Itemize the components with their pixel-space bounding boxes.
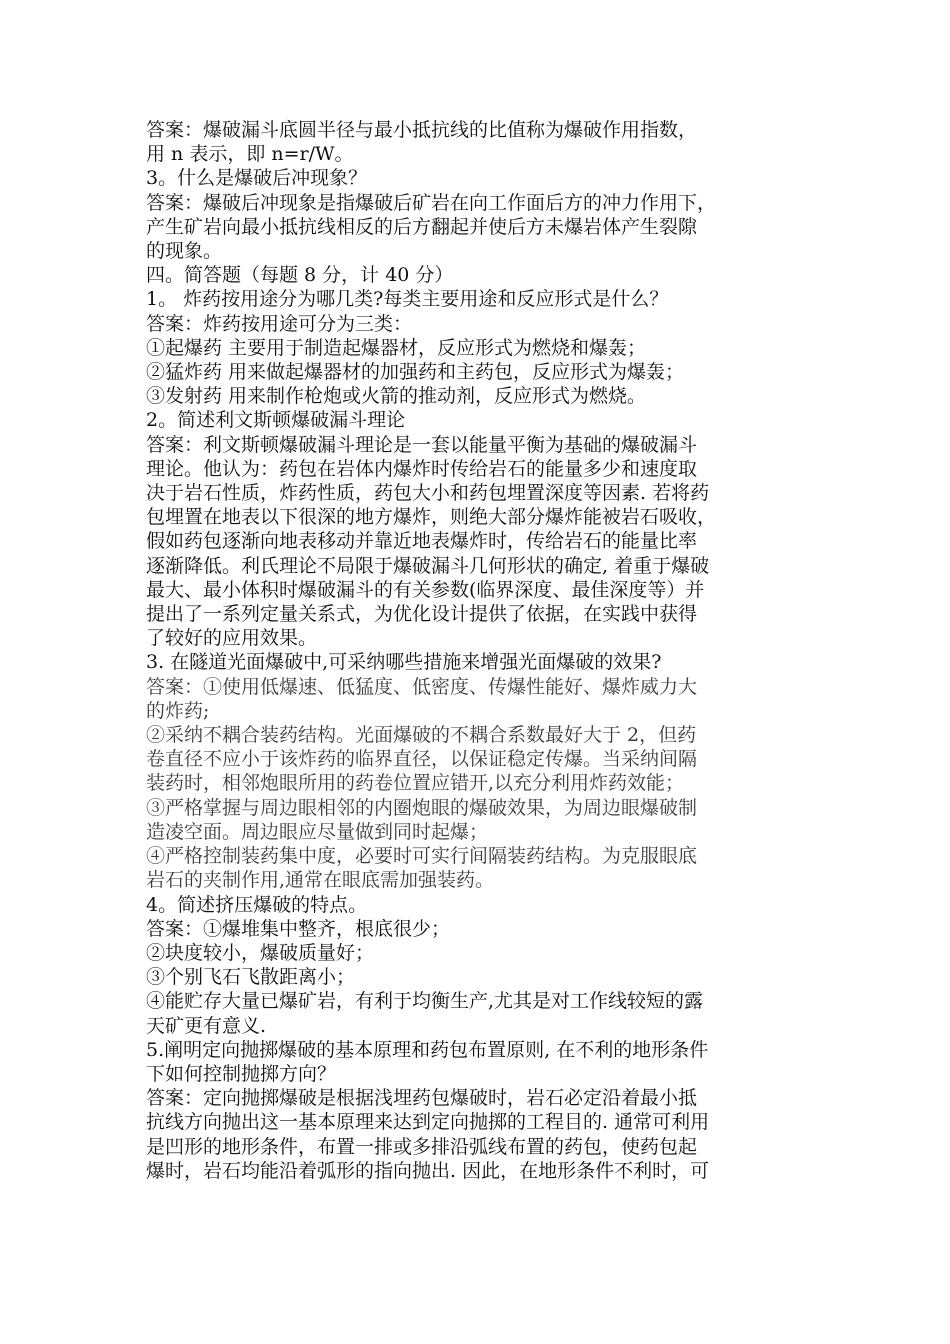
text-line: 答案：爆破后冲现象是指爆破后矿岩在向工作面后方的冲力作用下，: [146, 191, 717, 214]
text-line: 卷直径不应小于该炸药的临界直径，以保证稳定传爆。当采纳间隔: [146, 748, 698, 771]
text-line: ④严格控制装药集中度，必要时可实行间隔装药结构。为克服眼底: [146, 845, 698, 868]
question-line: 下如何控制抛掷方向？: [146, 1062, 337, 1085]
text-line: 是凹形的地形条件，布置一排或多排沿弧线布置的药包，使药包起: [146, 1135, 698, 1158]
text-line: 造凌空面。周边眼应尽量做到同时起爆；: [146, 820, 489, 843]
text-line: 答案：炸药按用途可分为三类：: [146, 312, 413, 335]
text-line: 提出了一系列定量关系式，为优化设计提供了依据，在实践中获得: [146, 603, 698, 626]
text-line: ③发射药 用来制作枪炮或火箭的推动剂，反应形式为燃烧。: [146, 385, 647, 408]
document-body: [146, 118, 826, 1183]
text-line: 逐渐降低。利氏理论不局限于爆破漏斗几何形状的确定, 着重于爆破: [146, 554, 710, 577]
text-line: 答案：爆破漏斗底圆半径与最小抵抗线的比值称为爆破作用指数，: [146, 119, 698, 141]
text-line: 3。什么是爆破后冲现象？: [146, 167, 368, 190]
text-line: 产生矿岩向最小抵抗线相反的后方翻起并使后方未爆岩体产生裂隙: [146, 215, 698, 238]
text-line: ②采纳不耦合装药结构。光面爆破的不耦合系数最好大于 2，但药: [146, 724, 697, 747]
text-line: 岩石的夹制作用,通常在眼底需加强装药。: [146, 869, 495, 892]
text-line: 的现象。: [146, 240, 223, 263]
text-line: ③严格掌握与周边眼相邻的内圈炮眼的爆破效果，为周边眼爆破制: [146, 796, 698, 819]
text-line: ④能贮存大量已爆矿岩，有利于均衡生产,尤其是对工作线较短的露: [146, 990, 704, 1013]
text-line: ②块度较小，爆破质量好；: [146, 941, 375, 964]
text-line: ②猛炸药 用来做起爆器材的加强药和主药包，反应形式为爆轰；: [146, 361, 685, 384]
text-line: 决于岩石性质，炸药性质，药包大小和药包埋置深度等因素. 若将药: [146, 482, 710, 505]
text-line: ①起爆药 主要用于制造起爆器材，反应形式为燃烧和爆轰；: [146, 336, 647, 359]
text-line: 抗线方向抛出这一基本原理来达到定向抛掷的工程目的. 通常可利用: [146, 1111, 710, 1134]
text-line: 最大、最小体积时爆破漏斗的有关参数(临界深度、最佳深度等）并: [146, 578, 705, 601]
text-line: 包埋置在地表以下很深的地方爆炸，则绝大部分爆炸能被岩石吸收，: [146, 506, 717, 529]
text-line: 的炸药;: [146, 699, 210, 722]
text-line: 理论。他认为：药包在岩体内爆炸时传给岩石的能量多少和速度取: [146, 457, 698, 480]
text-line: 装药时，相邻炮眼所用的药卷位置应错开,以充分利用炸药效能；: [146, 772, 685, 795]
section-heading: 四。简答题（每题 8 分，计 40 分）: [146, 264, 454, 287]
question-line: 3. 在隧道光面爆破中,可采纳哪些措施来增强光面爆破的效果?: [146, 651, 662, 674]
text-line: 答案：定向抛掷爆破是根据浅埋药包爆破时，岩石必定沿着最小抵: [146, 1087, 698, 1110]
text-line: 答案：①使用低爆速、低猛度、低密度、传爆性能好、爆炸威力大: [146, 675, 698, 698]
text-line: 假如药包逐渐向地表移动并靠近地表爆炸时，传给岩石的能量比率: [146, 530, 698, 553]
text-line: 了较好的应用效果。: [146, 627, 318, 650]
text-line: 用 n 表示，即 n=r/W。: [146, 143, 354, 166]
question-line: 1。 炸药按用途分为哪几类?每类主要用途和反应形式是什么？: [146, 288, 669, 311]
question-line: 5.阐明定向抛掷爆破的基本原理和药包布置原则, 在不利的地形条件: [146, 1038, 709, 1061]
question-line: 4。简述挤压爆破的特点。: [146, 893, 368, 916]
question-line: 2。简述利文斯顿爆破漏斗理论: [146, 409, 406, 432]
text-line: ③个别飞石飞散距离小；: [146, 966, 356, 989]
text-line: 爆时，岩石均能沿着弧形的指向抛出. 因此，在地形条件不利时，可: [146, 1159, 710, 1182]
text-line: 答案：①爆堆集中整齐，根底很少；: [146, 917, 451, 940]
text-line: 答案：利文斯顿爆破漏斗理论是一套以能量平衡为基础的爆破漏斗: [146, 433, 698, 456]
text-line: 天矿更有意义.: [146, 1014, 267, 1037]
